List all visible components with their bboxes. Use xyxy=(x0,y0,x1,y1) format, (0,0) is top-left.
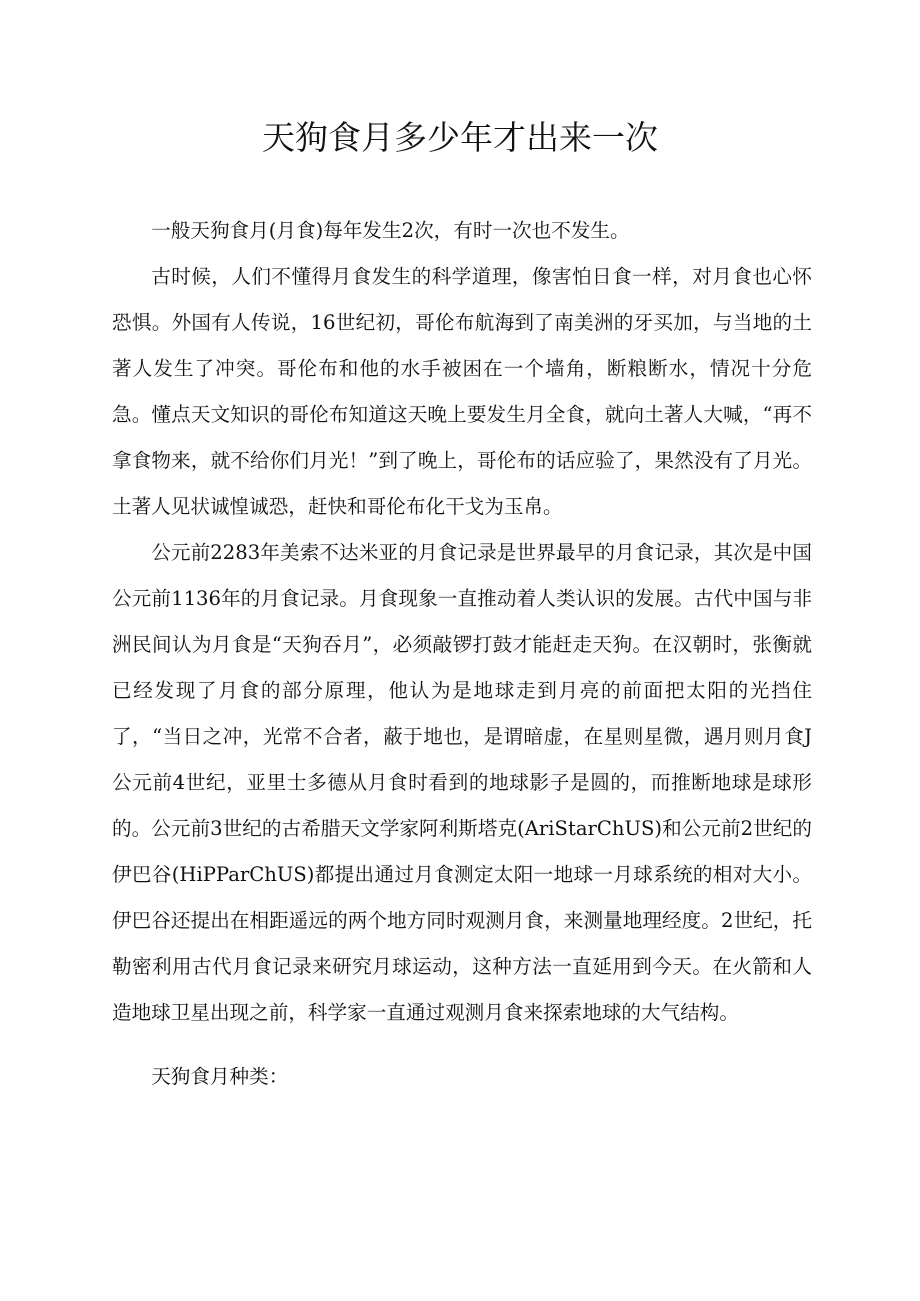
paragraph-eclipse-history: 公元前2283年美索不达米亚的月食记录是世界最早的月食记录，其次是中国公元前1136年的月食记录。月食现象一直推动着人类认识的发展。古代中国与非洲民间认为月食是“天狗吞月”，必须敲锣打鼓才能赶走天狗。在汉朝时，张衡就已经发现了月食的部分原理，他认为是地球走到月亮的前面把太阳的光挡住了，“当日之冲，光常不合者，蔽于地也，是谓暗虚，在星则星微，遇月则月食J公元前4世纪，亚里士多德从月食时看到的地球影子是圆的，而推断地球是球形的。公元前3世纪的古希腊天文学家阿利斯塔克(AriStarChUS)和公元前2世纪的伊巴谷(HiPParChUS)都提出通过月食测定太阳一地球一月球系统的相对大小。伊巴谷还提出在相距遥远的两个地方同时观测月食，来测量地理经度。2世纪，托勒密利用古代月食记录来研究月球运动，这种方法一直延用到今天。在火箭和人造地球卫星出现之前，科学家一直通过观测月食来探索地球的大气结构。 xyxy=(112,541,812,1024)
document-body xyxy=(112,208,812,1100)
paragraph-intro: 一般天狗食月(月食)每年发生2次，有时一次也不发生。 xyxy=(151,219,630,242)
paragraph-eclipse-types-heading: 天狗食月种类： xyxy=(151,1065,289,1088)
document-title: 天狗食月多少年才出来一次 xyxy=(262,118,658,157)
paragraph-columbus-story: 古时候，人们不懂得月食发生的科学道理，像害怕日食一样，对月食也心怀恐惧。外国有人传说，16世纪初，哥伦布航海到了南美洲的牙买加，与当地的土著人发生了冲突。哥伦布和他的水手被困在一个墙角，断粮断水，情况十分危急。懂点天文知识的哥伦布知道这天晚上要发生月全食，就向土著人大喊，“再不拿食物来，就不给你们月光！”到了晚上，哥伦布的话应验了，果然没有了月光。土著人见状诚惶诚恐，赶快和哥伦布化干戈为玉帛。 xyxy=(112,265,812,518)
